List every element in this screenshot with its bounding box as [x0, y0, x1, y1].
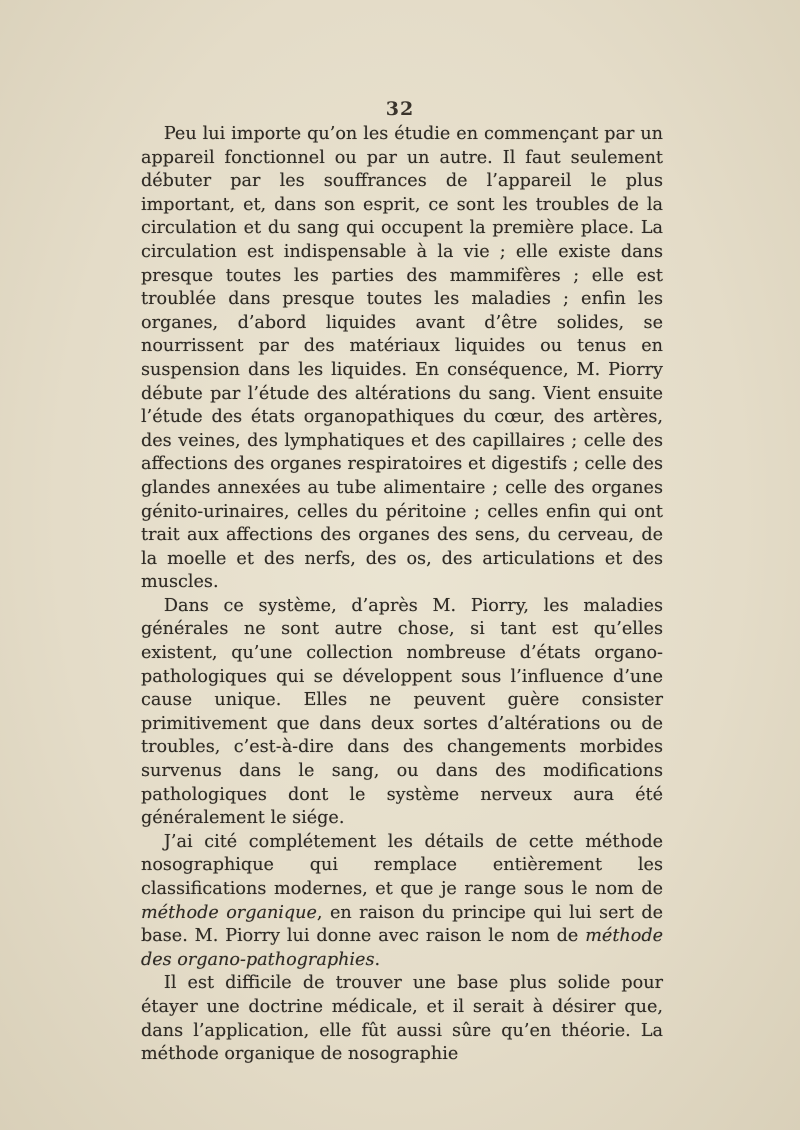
body-text	[141, 123, 663, 1067]
text-segment: Dans ce système, d’après M. Piorry, les maladies générales ne sont autre chose, si tant est qu’elles existent, qu’une collection nombreuse d’états organo-pathologiques qui se développent sous l’influence d’une cause unique. Elles ne peuvent guère consister primitivement que dans deux sortes d’altérations ou de troubles, c’est-à-dire dans des changements morbides survenus dans le sang, ou dans des modifications pathologiques dont le système nerveux aura été généralement le siége.	[141, 595, 663, 829]
text-segment: Il est difficile de trouver une base plus solide pour étayer une doctrine médicale, et il serait à désirer que, dans l’application, elle fût aussi sûre qu’en théorie. La méthode organique de nosographie	[141, 973, 663, 1065]
text-segment: .	[374, 949, 381, 970]
italic-term: méthode organique	[141, 902, 317, 923]
text-segment: J’ai cité complétement les détails de cette méthode nosographique qui remplace entièrement les classifications modernes, et que je range sous le nom de	[141, 831, 663, 899]
text-segment: , en raison du principe qui lui sert de base. M. Piorry lui donne avec raison le nom de	[141, 902, 663, 947]
page-number: 32	[385, 98, 415, 120]
paragraph	[141, 595, 663, 831]
italic-term: méthode des organo-pathographies	[141, 926, 663, 970]
paragraph	[141, 972, 663, 1066]
paragraph	[141, 831, 663, 973]
paragraph	[141, 123, 663, 595]
text-segment: Peu lui importe qu’on les étudie en commençant par un appareil fonctionnel ou par un autre. Il faut seulement débuter par les souffrances de l’appareil le plus important, et, dans son esprit, ce sont les troubles de la circulation et du sang qui occupent la première place. La circulation est indispensable à la vie ; elle existe dans presque toutes les parties des mammifères ; elle est troublée dans presque toutes les maladies ; enfin les organes, d’abord liquides avant d’être solides, se nourrissent par des matériaux liquides ou tenus en suspension dans les liquides. En conséquence, M. Piorry débute par l’étude des altérations du sang. Vient ensuite l’étude des états organopathiques du cœur, des artères, des veines, des lymphatiques et des capillaires ; celle des affections des organes respiratoires et digestifs ; celle des glandes annexées au tube alimentaire ; celle des organes génito-urinaires, celles du péritoine ; celles enfin qui ont trait aux affections des organes des sens, du cerveau, de la moelle et des nerfs, des os, des articulations et des muscles.	[141, 124, 663, 593]
